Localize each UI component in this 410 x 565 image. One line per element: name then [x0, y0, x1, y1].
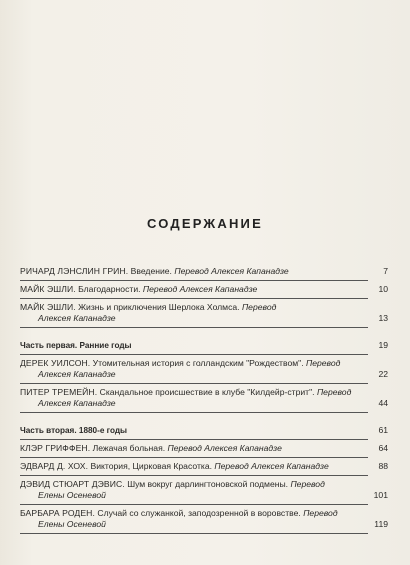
toc-entry — [20, 266, 388, 277]
leader-rule — [20, 457, 368, 458]
toc-entry — [20, 443, 388, 454]
toc-page-number: 10 — [378, 284, 388, 294]
toc-translator-name: Алексея Капанадзе — [38, 369, 116, 379]
toc-translator: Перевод — [241, 302, 277, 312]
toc-page-number: 7 — [383, 266, 388, 276]
toc-entry — [20, 387, 388, 409]
toc-author: ПИТЕР ТРЕМЕЙН. — [20, 387, 98, 397]
toc-translator-name: Елены Осеневой — [38, 519, 106, 529]
toc-entry — [20, 461, 388, 472]
toc-work-title: Виктория, Цирковая Красотка. — [90, 461, 212, 471]
toc-translator-name: Елены Осеневой — [38, 490, 106, 500]
toc-work-title: Случай со служанкой, заподозренной в воровстве. — [97, 508, 301, 518]
toc-translator: Перевод Алексея Капанадзе — [142, 284, 258, 294]
toc-translator: Перевод — [316, 387, 352, 397]
toc-translator: Перевод Алексея Капанадзе — [214, 461, 329, 471]
toc-work-title: Благодарности. — [78, 284, 141, 294]
toc-translator: Перевод Алексея Капанадзе — [167, 443, 282, 453]
toc-page-number: 13 — [378, 313, 388, 323]
toc-page-number: 88 — [378, 461, 388, 471]
toc-page-number: 61 — [378, 425, 388, 435]
toc-work-title: Введение. — [130, 266, 172, 276]
toc-translator: Перевод — [290, 479, 325, 489]
toc-entry — [20, 302, 388, 324]
part-title: Часть первая. Ранние годы — [20, 341, 132, 350]
toc-part-heading — [20, 425, 388, 436]
leader-rule — [20, 327, 368, 328]
leader-rule — [20, 475, 368, 476]
leader-rule — [20, 504, 368, 505]
toc-entry — [20, 479, 388, 501]
leader-rule — [20, 412, 368, 413]
toc-part-heading — [20, 340, 388, 351]
leader-rule — [20, 383, 368, 384]
toc-translator-name: Алексея Капанадзе — [38, 313, 116, 323]
toc-author: КЛЭР ГРИФФЕН. — [20, 443, 91, 453]
toc-page-number: 101 — [373, 490, 388, 500]
page-title: СОДЕРЖАНИЕ — [147, 216, 263, 231]
toc-page-number: 22 — [378, 369, 388, 379]
toc-work-title: Жизнь и приключения Шерлока Холмса. — [78, 302, 240, 312]
toc-author: РИЧАРД ЛЭНСЛИН ГРИН. — [20, 266, 129, 276]
leader-rule — [20, 439, 368, 440]
table-of-contents — [20, 266, 388, 537]
toc-translator-name: Алексея Капанадзе — [38, 398, 116, 408]
toc-work-title: Утомительная история с голландским "Рождеством". — [92, 358, 304, 368]
toc-page-number: 19 — [378, 340, 388, 350]
toc-entry — [20, 358, 388, 380]
toc-translator: Перевод — [303, 508, 338, 518]
toc-page-number: 44 — [378, 398, 388, 408]
toc-page-number: 64 — [378, 443, 388, 453]
toc-author: ДЭВИД СТЮАРТ ДЭВИС. — [20, 479, 125, 489]
toc-work-title: Шум вокруг дарлингтоновской подмены. — [127, 479, 289, 489]
leader-rule — [20, 280, 368, 281]
toc-work-title: Лежачая больная. — [92, 443, 166, 453]
toc-translator: Перевод — [305, 358, 341, 368]
leader-rule — [20, 354, 368, 355]
toc-entry — [20, 284, 388, 295]
leader-rule — [20, 533, 368, 534]
leader-rule — [20, 298, 368, 299]
toc-author: ЭДВАРД Д. ХОХ. — [20, 461, 89, 471]
toc-entry — [20, 508, 388, 530]
toc-work-title: Скандальное происшествие в клубе "Килдейр-стрит". — [99, 387, 315, 397]
part-title: Часть вторая. 1880-е годы — [20, 426, 128, 435]
toc-author: МАЙК ЭШЛИ. — [20, 284, 76, 294]
toc-translator: Перевод Алексея Капанадзе — [174, 266, 289, 276]
toc-page-number: 119 — [374, 519, 388, 529]
toc-author: МАЙК ЭШЛИ. — [20, 302, 76, 312]
toc-author: ДЕРЕК УИЛСОН. — [20, 358, 91, 368]
toc-author: БАРБАРА РОДЕН. — [20, 508, 95, 518]
